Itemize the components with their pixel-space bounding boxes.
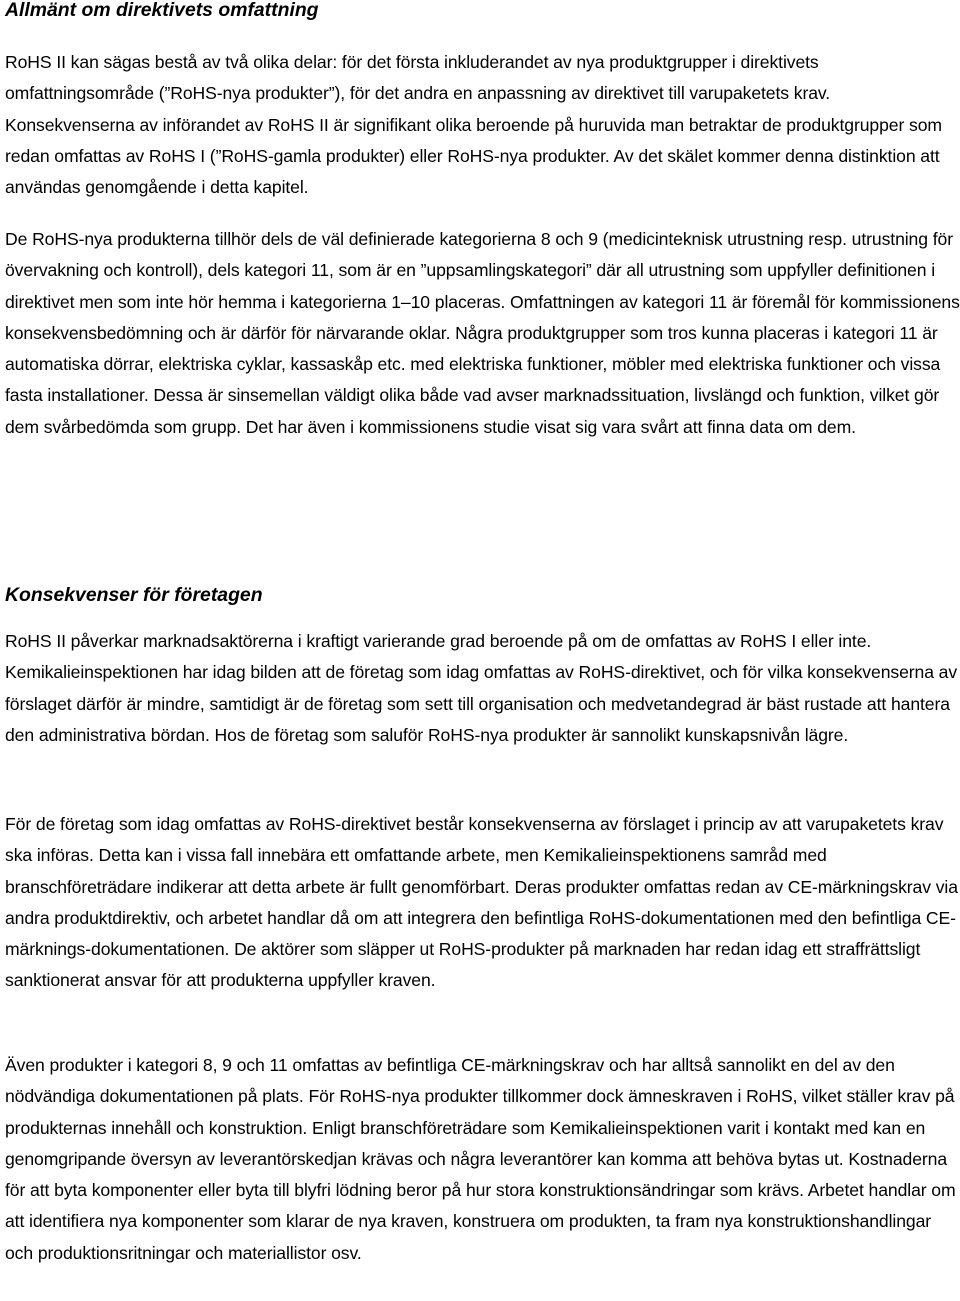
section-heading-consequences: Konsekvenser för företagen [5,584,263,606]
paragraph-new-categories-products: Även produkter i kategori 8, 9 och 11 omfattas av befintliga CE-märkningskrav och har alltså sannolikt en del av den nödvändiga dokumentationen på plats. För RoHS-nya produkter tillkommer dock ämneskraven i RoHS, vilket ställer krav på produkternas innehåll och konstruktion. Enligt branschföreträdare som Kemikalieinspektionen varit i kontakt med kan en genomgripande översyn av leverantörskedjan krävas och några leverantörer kan komma att behöva bytas ut. Kostnaderna för att byta komponenter eller byta till blyfri lödning beror på hur stora konstruktionsändringar som krävs. Arbetet handlar om att identifiera nya komponenter som klarar de nya kraven, konstruera om produkten, ta fram nya konstruktionshandlingar och produktionsritningar och materiallistor osv. [5,1055,956,1263]
paragraph-market-actors: RoHS II påverkar marknadsaktörerna i kraftigt varierande grad beroende på om de omfattas av RoHS I eller inte. Kemikalieinspektionen har idag bilden att de företag som idag omfattas av RoHS-direktivet, och för vilka konsekvenserna av förslaget därför är mindre, samtidigt är de företag som sett till organisation och medvetandegrad är bäst rustade att hantera den administrativa bördan. Hos de företag som saluför RoHS-nya produkter är sannolikt kunskapsnivån lägre. [5,631,958,745]
paragraph-new-products-categories: De RoHS-nya produkterna tillhör dels de väl definierade kategorierna 8 och 9 (medicinteknisk utrustning resp. utrustning för övervakning och kontroll), dels kategori 11, som är en ”uppsamlingskategori” där all utrustning som uppfyller definitionen i direktivet men som inte hör hemma i kategorierna 1–10 placeras. Omfattningen av kategori 11 är föremål för kommissionens konsekvensbedömning och är därför för närvarande oklar. Några produktgrupper som tros kunna placeras i kategori 11 är automatiska dörrar, elektriska cyklar, kassaskåp etc. med elektriska funktioner, möbler med elektriska funktioner och vissa fasta installationer. Dessa är sinsemellan väldigt olika både vad avser marknadssituation, livslängd och funktion, vilket gör dem svårbedömda som grupp. Det har även i kommissionens studie visat sig vara svårt att finna data om dem. [5,229,960,437]
paragraph-rohs-two-parts: RoHS II kan sägas bestå av två olika delar: för det första inkluderandet av nya produktgrupper i direktivets omfattningsområde (”RoHS-nya produkter”), för det andra en anpassning av direktivet till varupaketets krav. Konsekvenserna av införandet av RoHS II är signifikant olika beroende på huruvida man betraktar de produktgrupper som redan omfattas av RoHS I (”RoHS-gamla produkter) eller RoHS-nya produkter. Av det skälet kommer denna distinktion att användas genomgående i detta kapitel. [5,52,942,198]
paragraph-existing-companies: För de företag som idag omfattas av RoHS-direktivet består konsekvenserna av förslaget i princip av att varupaketets krav ska införas. Detta kan i vissa fall innebära ett omfattande arbete, men Kemikalieinspektionens samråd med branschföreträdare indikerar att detta arbete är fullt genomförbart. Deras produkter omfattas redan av CE-märkningskrav via andra produktdirektiv, och arbetet handlar då om att integrera den befintliga RoHS-dokumentationen med den befintliga CE-märknings-dokumentationen. De aktörer som släpper ut RoHS-produkter på marknaden har redan idag ett straffrättsligt sanktionerat ansvar för att produkterna uppfyller kraven. [5,814,958,991]
section-heading-scope: Allmänt om direktivets omfattning [5,0,319,21]
